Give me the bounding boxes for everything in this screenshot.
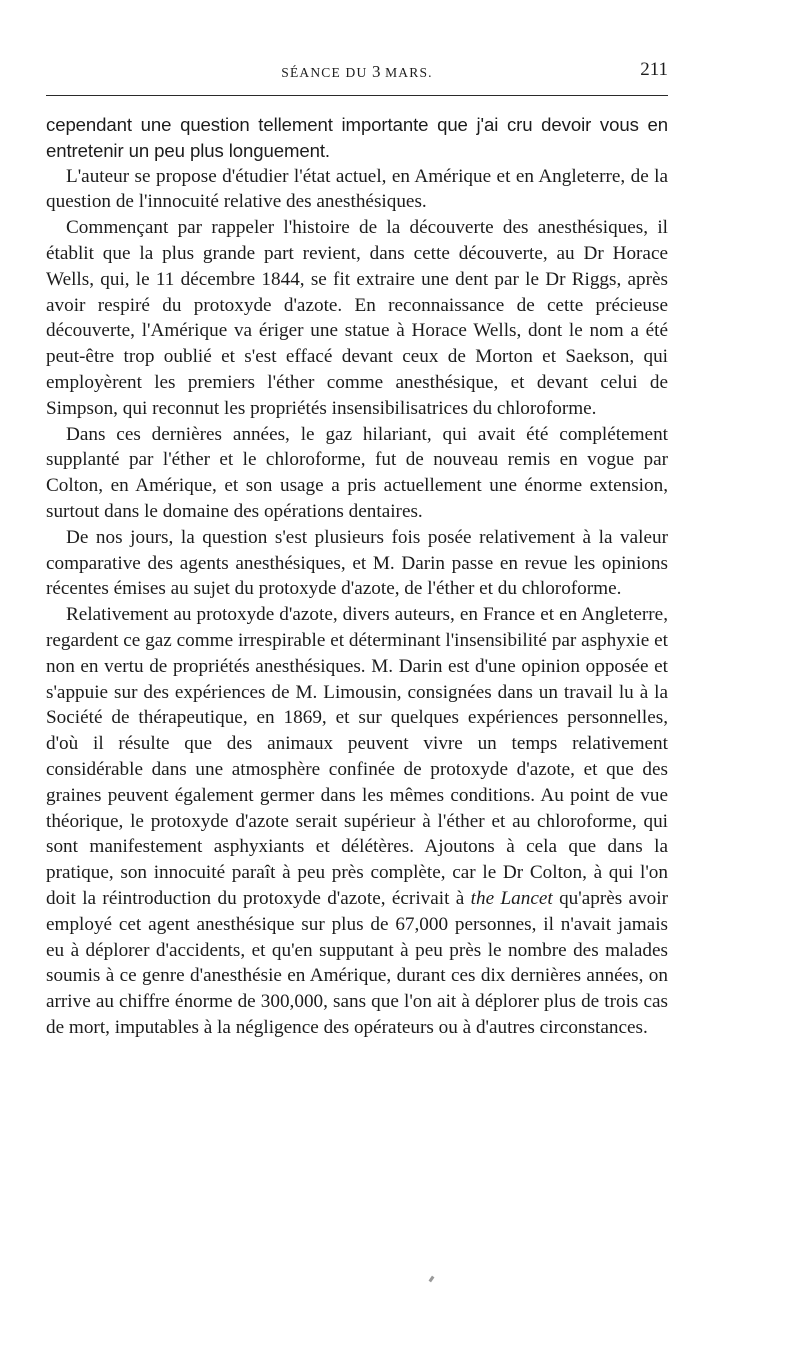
print-speck — [429, 1276, 435, 1283]
paragraph-comparison: De nos jours, la question s'est plusieurs fois posée relativement à la valeur comparative des agents anesthésiques, et M. Darin passe en revue les opinions récentes émises au sujet du protoxyde d'azote, de l'éther et du chloroforme. — [46, 526, 668, 600]
paragraph-text-before: Relativement au protoxyde d'azote, divers auteurs, en France et en Angleterre, regardent ce gaz comme irrespirable et déterminant l'insensibilité par asphyxie et non en vertu de propriétés anesthésiques. M. Darin est d'une opinion opposée et s'appuie sur des expériences de M. Limousin, consignées dans un travail lu à la Société de thérapeutique, en 1869, et sur quelques expériences personnelles, d'où il résulte que des animaux peuvent vivre un temps relativement considérable dans une atmosphère confinée de protoxyde d'azote, et que des graines peuvent également germer dans les mêmes conditions. Au point de vue théorique, le protoxyde d'azote serait supérieur à l'éther et au chloroforme, qui sont manifestement asphyxiants et délétères. Ajoutons à cela que dans la pratique, son innocuité paraît à peu près complète, car le Dr Colton, à qui l'on doit la réintroduction du protoxyde d'azote, écrivait à — [46, 604, 668, 909]
running-head-text: SÉANCE DU — [281, 65, 368, 80]
paragraph-text-after: qu'après avoir employé cet agent anesthésique sur plus de 67,000 personnes, il n'avait jamais eu à déplorer d'accidents, et qu'en supputant à peu près le nombre des malades soumis à ce genre d'anesthésie en Amérique, durant ces dix dernières années, on arrive au chiffre énorme de 300,000, sans que l'on ait à déplorer plus de trois cas de mort, imputables à la négligence des opérateurs ou à d'autres circonstances. — [46, 887, 668, 1038]
body-text — [46, 112, 668, 1041]
paragraph-nitrous-oxide — [46, 602, 668, 1041]
paragraph-laughing-gas: Dans ces dernières années, le gaz hilariant, qui avait été complétement supplanté par l'éther et le chloroforme, fut de nouveau remis en vogue par Colton, en Amérique, et son usage a pris actuellement une énorme extension, surtout dans le domaine des opérations dentaires. — [46, 423, 668, 522]
page-header — [46, 59, 668, 87]
running-head-number: 3 — [372, 62, 381, 81]
running-head — [46, 62, 668, 82]
header-rule — [46, 95, 668, 96]
page-number: 211 — [640, 59, 668, 80]
paragraph-history: Commençant par rappeler l'histoire de la découverte des anesthésiques, il établit que la plus grande part revient, dans cette découverte, au Dr Horace Wells, qui, le 11 décembre 1844, se fit extraire une dent par le Dr Riggs, après avoir respiré du protoxyde d'azote. En reconnaissance de cette précieuse découverte, l'Amérique va ériger une statue à Horace Wells, dont le nom a été peut-être trop oublié et s'est effacé devant ceux de Morton et Saekson, qui employèrent les premiers l'éther comme anesthésique, et devant celui de Simpson, qui reconnut les propriétés insensibilisatrices du chloroforme. — [46, 217, 668, 419]
running-head-month: MARS. — [385, 65, 433, 80]
paragraph-author-purpose: L'auteur se propose d'étudier l'état actuel, en Amérique et en Angleterre, de la question de l'innocuité relative des anesthésiques. — [46, 165, 668, 213]
journal-title-lancet: the Lancet — [470, 887, 553, 909]
paragraph-continuation: cependant une question tellement importante que j'ai cru devoir vous en entretenir un peu plus longuement. — [46, 114, 668, 161]
